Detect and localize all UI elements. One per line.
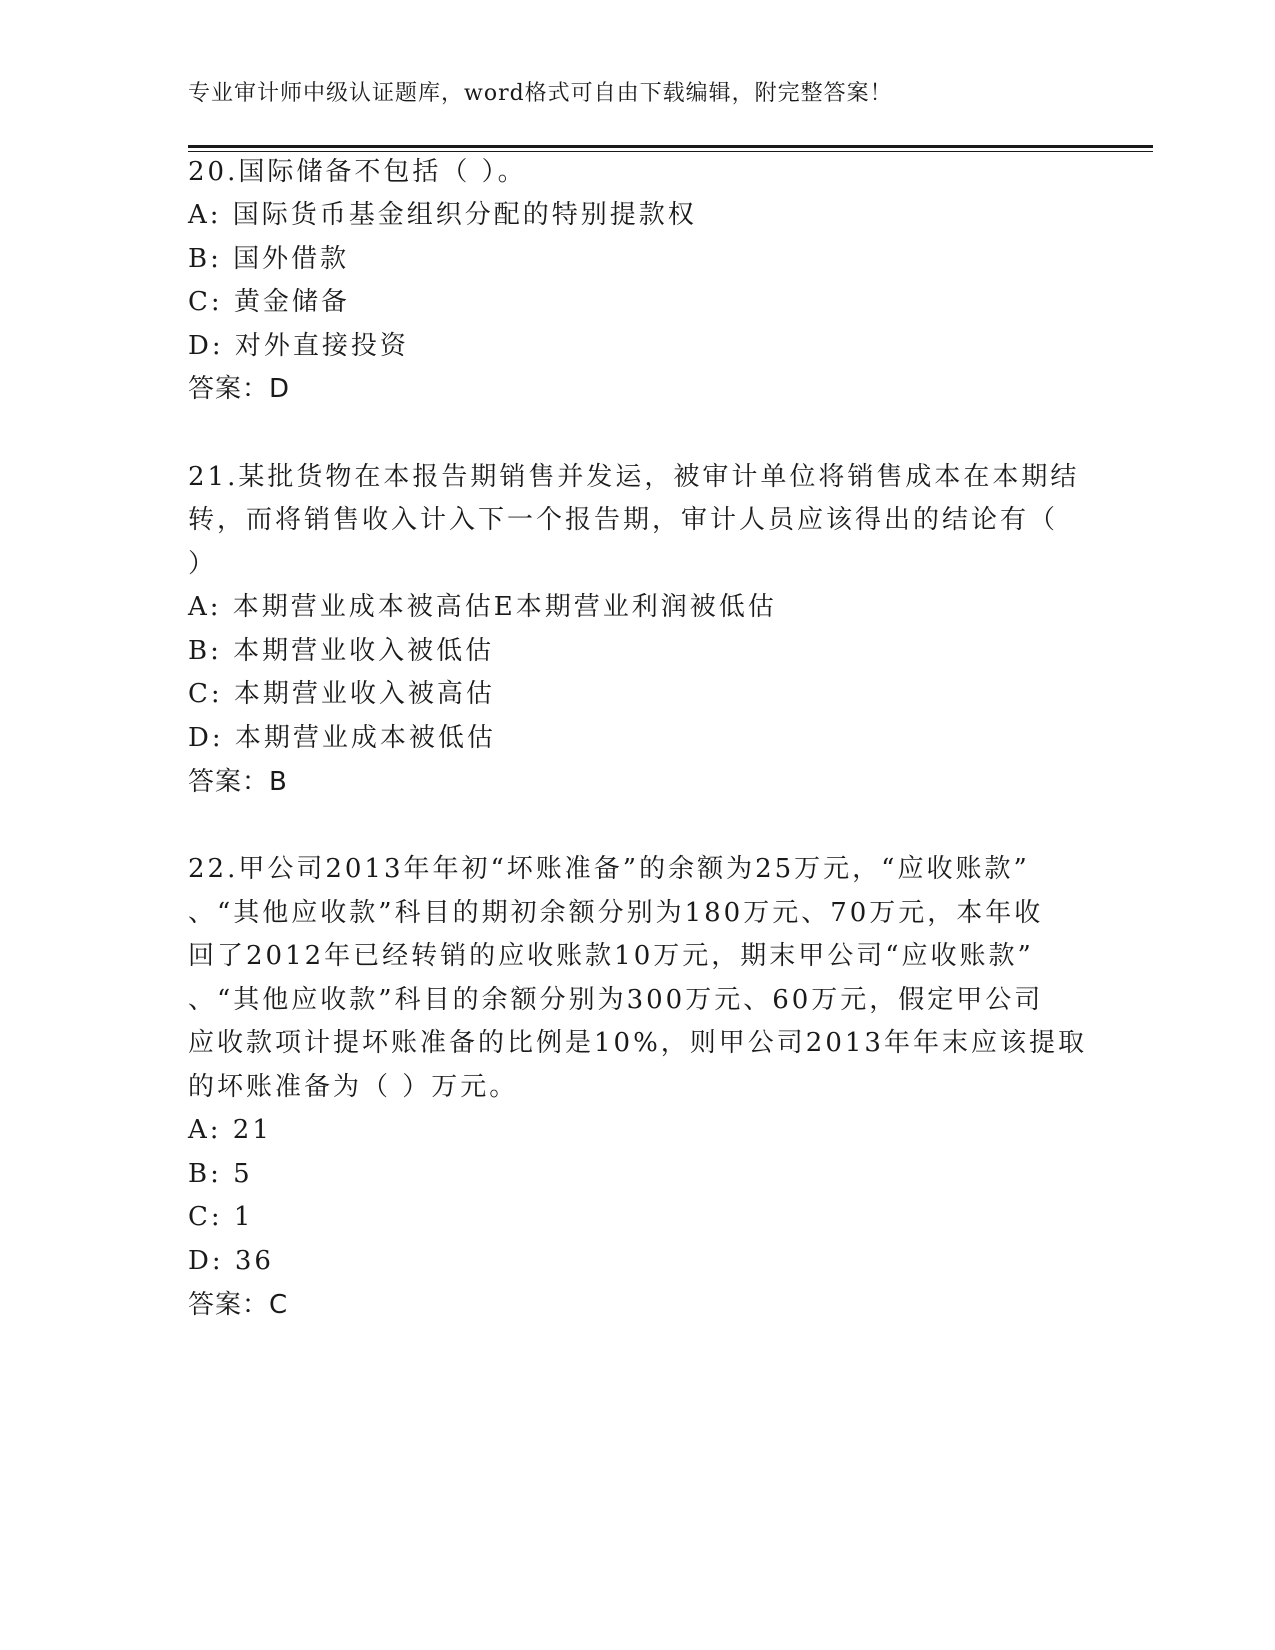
- question-21-option-b: B: 本期营业收入被低估: [188, 636, 495, 666]
- question-21-stem-line-2: 转，而将销售收入计入下一个报告期，审计人员应该得出的结论有（: [188, 505, 1059, 535]
- question-22-stem-line-3: 回了2012年已经转销的应收账款10万元，期末甲公司“应收账款”: [188, 941, 1034, 971]
- question-22-stem-line-5: 应收款项计提坏账准备的比例是10%，则甲公司2013年年末应该提取: [188, 1028, 1087, 1058]
- question-21-option-a: A: 本期营业成本被高估E本期营业利润被低估: [188, 592, 777, 622]
- question-22-answer: 答案：C: [188, 1290, 289, 1320]
- question-21-option-c: C: 本期营业收入被高估: [188, 679, 495, 709]
- question-22-stem-line-4: 、“其他应收款”科目的余额分别为300万元、60万元，假定甲公司: [188, 985, 1044, 1015]
- question-20-option-a: A: 国际货币基金组织分配的特别提款权: [188, 200, 697, 230]
- question-20-stem: 20.国际储备不包括（ ）。: [188, 157, 527, 187]
- question-22-stem-line-6: 的坏账准备为（ ）万元。: [188, 1072, 519, 1102]
- question-22-option-a: A: 21: [188, 1115, 272, 1145]
- header-rule-thin: [188, 151, 1153, 152]
- question-22-stem-line-1: 22.甲公司2013年年初“坏账准备”的余额为25万元，“应收账款”: [188, 854, 1030, 884]
- question-20-option-c: C: 黄金储备: [188, 287, 350, 317]
- question-21-stem-line-1: 21.某批货物在本报告期销售并发运，被审计单位将销售成本在本期结: [188, 462, 1080, 492]
- question-20-option-d: D: 对外直接投资: [188, 331, 409, 361]
- question-21-answer: 答案：B: [188, 767, 288, 797]
- question-21-option-d: D: 本期营业成本被低估: [188, 723, 496, 753]
- question-22-option-d: D: 36: [188, 1246, 274, 1276]
- question-22-option-b: B: 5: [188, 1159, 253, 1189]
- question-20-answer: 答案：D: [188, 374, 291, 404]
- question-21-stem-line-3: ）: [188, 549, 218, 579]
- question-22-stem-line-2: 、“其他应收款”科目的期初余额分别为180万元、70万元，本年收: [188, 898, 1044, 928]
- page-header: 专业审计师中级认证题库，word格式可自由下载编辑，附完整答案！: [188, 81, 893, 106]
- header-rule-thick: [188, 145, 1153, 148]
- question-20-option-b: B: 国外借款: [188, 244, 350, 274]
- question-22-option-c: C: 1: [188, 1202, 254, 1232]
